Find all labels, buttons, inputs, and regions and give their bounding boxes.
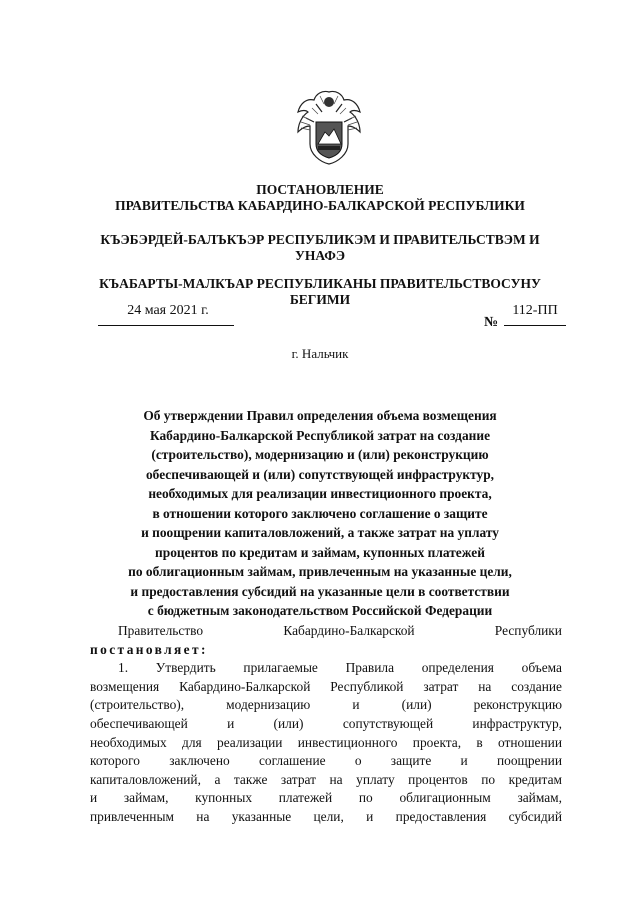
title-line: (строительство), модернизацию и (или) реконструкцию [151,447,489,462]
paragraph-line: которого заключено соглашение о защите и поощрении [90,753,562,769]
paragraph-line: обеспечивающей и (или) сопутствующей инфраструктур, [90,715,562,731]
title-line: по облигационным займам, привлеченным на указанные цели, [128,564,512,579]
document-number: 112-ПП [504,303,566,326]
title-line: Об утверждении Правил определения объема возмещения [143,408,497,423]
document-date: 24 мая 2021 г. [98,303,234,326]
kabardian-line-2: УНАФЭ [294,248,346,263]
balkar-line-2: БЕГИМИ [289,292,351,307]
document-body [90,622,562,827]
government-word: Правительство [118,623,204,638]
header-line-2: ПРАВИТЕЛЬСТВА КАБАРДИНО-БАЛКАРСКОЙ РЕСПУБЛИКИ [115,198,525,213]
paragraph-line: возмещения Кабардино-Балкарской Республикой затрат на создание [90,678,562,694]
title-line: необходимых для реализации инвестиционного проекта, [148,486,492,501]
title-line: обеспечивающей и (или) сопутствующей инфраструктур, [145,466,495,482]
paragraph-line: капиталовложений, а также затрат на уплату процентов по кредитам [90,771,562,787]
government-word: Республики [494,623,562,638]
document-title [90,406,550,621]
resolves-line [90,641,562,660]
resolves-word: постановляет: [90,641,208,657]
document-header-russian [60,182,580,214]
document-city: г. Нальчик [291,346,349,361]
title-line: и предоставления субсидий на указанные цели в соответствии [130,583,510,599]
title-line: процентов по кредитам и займам, купонных платежей [155,544,485,560]
paragraph-line: привлеченным на указанные цели, и предоставления субсидий [90,808,562,824]
title-line: и поощрении капиталовложений, а также затрат на уплату [141,525,499,540]
paragraph-line: и займам, купонных платежей по облигационным займам, [90,790,562,806]
government-word: Кабардино-Балкарской [283,623,415,638]
title-line: в отношении которого заключено соглашение о защите [152,505,488,521]
paragraph-line: 1. Утвердить прилагаемые Правила определения объема [118,660,562,676]
balkar-line-1: КЪАБАРТЫ-МАЛКЪАР РЕСПУБЛИКАНЫ ПРАВИТЕЛЬСТВОСУНУ [99,276,541,291]
title-line: с бюджетным законодательством Российской Федерации [147,603,493,618]
number-label: № [484,315,499,330]
government-line [90,622,562,641]
paragraph-line: (строительство), модернизацию и (или) реконструкцию [90,697,562,713]
title-line: Кабардино-Балкарской Республикой затрат на создание [149,427,491,443]
paragraph-line: необходимых для реализации инвестиционного проекта, в отношении [90,734,562,750]
header-line-1: ПОСТАНОВЛЕНИЕ [256,182,384,197]
coat-of-arms-emblem [292,86,366,166]
kabardian-line-1: КЪЭБЭРДЕЙ-БАЛЪКЪЭР РЕСПУБЛИКЭМ И ПРАВИТЕЛЬСТВЭМ И [100,232,540,247]
document-header-kabardian [60,232,580,264]
